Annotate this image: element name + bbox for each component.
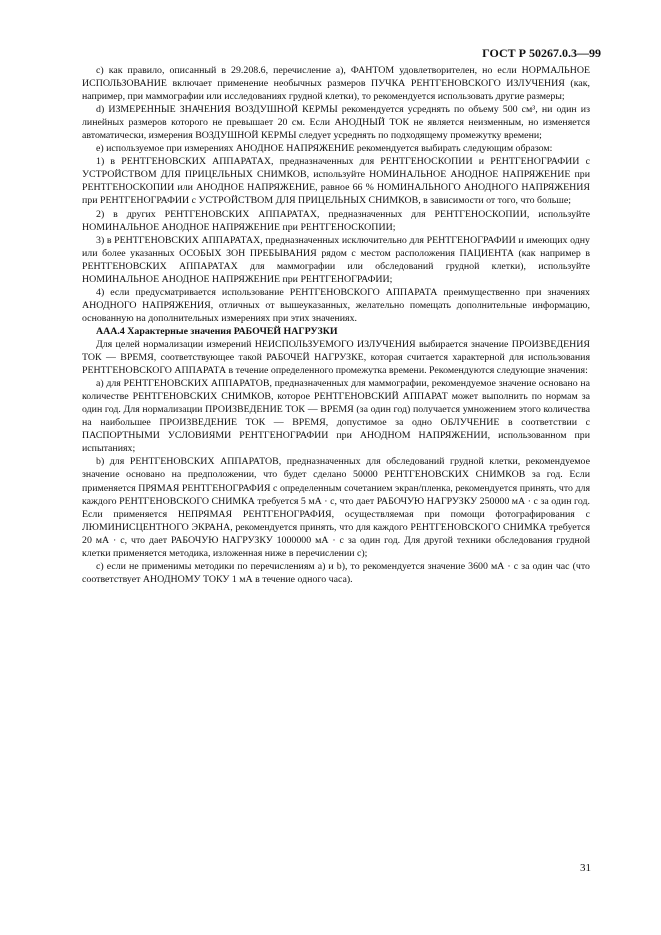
standard-number-header: ГОСТ Р 50267.0.3—99 — [482, 46, 601, 60]
paragraph-intro-workload: Для целей нормализации измерений НЕИСПОЛЬЗУЕМОГО ИЗЛУЧЕНИЯ выбирается значение ПРОИЗВЕДЕНИЯ ТОК — ВРЕМЯ, соответствующее такой РАБОЧЕЙ НАГРУЗКЕ, которая считается характерной для использования РЕНТГЕНОВСКОГО АППАРАТА в течение определенного промежутка времени. Рекомендуются следующие значения: — [82, 338, 590, 377]
list-item-1: 1) в РЕНТГЕНОВСКИХ АППАРАТАХ, предназначенных для РЕНТГЕНОСКОПИИ и РЕНТГЕНОГРАФИИ с УСТРОЙСТВОМ ДЛЯ ПРИЦЕЛЬНЫХ СНИМКОВ, используйте НОМИНАЛЬНОЕ АНОДНОЕ НАПРЯЖЕНИЕ при РЕНТГЕНОСКОПИИ или АНОДНОЕ НАПРЯЖЕНИЕ, равное 66 % НОМИНАЛЬНОГО АНОДНОГО НАПРЯЖЕНИЯ при РЕНТГЕНОГРАФИИ с УСТРОЙСТВОМ ДЛЯ ПРИЦЕЛЬНЫХ СНИМКОВ, в зависимости от того, что больше; — [82, 156, 590, 207]
paragraph-c-phantom: с) как правило, описанный в 29.208.6, перечисление а), ФАНТОМ удовлетворителен, но если НОРМАЛЬНОЕ ИСПОЛЬЗОВАНИЕ включает применение необычных размеров ПУЧКА РЕНТГЕНОВСКОГО ИЗЛУЧЕНИЯ (как, например, при маммографии или исследованиях грудной клетки), то рекомендуется использовать другие размеры; — [82, 65, 590, 103]
paragraph-c-default: с) если не применимы методики по перечислениям а) и b), то рекомендуется значение 3600 мА · с за один час (что соответствует АНОДНОМУ ТОКУ 1 мА в течение одного часа). — [82, 560, 590, 585]
section-heading-aaa4: ААА.4 Характерные значения РАБОЧЕЙ НАГРУЗКИ — [96, 325, 338, 337]
page-number: 31 — [580, 862, 591, 874]
list-item-4: 4) если предусматривается использование РЕНТГЕНОВСКОГО АППАРАТА преимущественно при значениях АНОДНОГО НАПРЯЖЕНИЯ, отличных от вышеуказанных, желательно помещать дополнительные информацию, основанную на дополнительных измерениях при этих значениях. — [82, 286, 590, 324]
list-item-3: 3) в РЕНТГЕНОВСКИХ АППАРАТАХ, предназначенных исключительно для РЕНТГЕНОГРАФИИ и имеющих одну или более указанных ОСОБЫХ ЗОН ПРЕБЫВАНИЯ рядом с местом расположения ПАЦИЕНТА (как например в РЕНТГЕНОВСКИХ АППАРАТАХ для маммографии или обследований грудной клетки), используйте НОМИНАЛЬНОЕ АНОДНОЕ НАПРЯЖЕНИЕ при РЕНТГЕНОГРАФИИ; — [82, 234, 590, 285]
paragraph-b-chest: b) для РЕНТГЕНОВСКИХ АППАРАТОВ, предназначенных для обследований грудной клетки, рекомендуемое значение основано на предположении, что будет сделано 50000 РЕНТГЕНОВСКИХ СНИМКОВ за год. Если применяется ПРЯМАЯ РЕНТГЕНОГРАФИЯ с определенным сочетанием экран/пленка, рекомендуется принять, что для каждого РЕНТГЕНОВСКОГО СНИМКА требуется 5 мА · с, что дает РАБОЧУЮ НАГРУЗКУ 250000 мА · с за один год. Если применяется НЕПРЯМАЯ РЕНТГЕНОГРАФИЯ, осуществляемая при помощи фотографирования с ЛЮМИНИСЦЕНТНОГО ЭКРАНА, рекомендуется принять, что для каждого РЕНТГЕНОВСКОГО СНИМКА требуется 20 мА · с, что дает РАБОЧУЮ НАГРУЗКУ 1000000 мА · с за один год. Для другой техники обследования грудной клетки применяется методика, изложенная ниже в перечислении с); — [82, 456, 590, 559]
paragraph-e-anode-voltage: е) используемое при измерениях АНОДНОЕ НАПРЯЖЕНИЕ рекомендуется выбирать следующим образом: — [96, 143, 553, 155]
list-item-2: 2) в других РЕНТГЕНОВСКИХ АППАРАТАХ, предназначенных для РЕНТГЕНОСКОПИИ, используйте НОМИНАЛЬНОЕ АНОДНОЕ НАПРЯЖЕНИЕ при РЕНТГЕНОСКОПИИ; — [82, 208, 590, 233]
paragraph-d-air-kerma: d) ИЗМЕРЕННЫЕ ЗНАЧЕНИЯ ВОЗДУШНОЙ КЕРМЫ рекомендуется усреднять по объему 500 см³, ни один из линейных размеров которого не превышает 20 см. Если АНОДНЫЙ ТОК не является неизменным, но изменяется автоматически, измерения ВОЗДУШНОЙ КЕРМЫ следует усреднять по подходящему промежутку времени; — [82, 104, 590, 142]
paragraph-a-mammography: а) для РЕНТГЕНОВСКИХ АППАРАТОВ, предназначенных для маммографии, рекомендуемое значение основано на количестве РЕНТГЕНОВСКИХ СНИМКОВ, которое РЕНТГЕНОВСКИЙ АППАРАТ может выполнить по нормам за один год. Для нормализации ПРОИЗВЕДЕНИЕ ТОК — ВРЕМЯ (за один год) получается умножением этого количества на наибольшее ПРОИЗВЕДЕНИЕ ТОК — ВРЕМЯ, допустимое за одно ОБЛУЧЕНИЕ в соответствии с ПАСПОРТНЫМИ УСЛОВИЯМИ РЕНТГЕНОГРАФИИ при АНОДНОМ НАПРЯЖЕНИИ, использованном при испытаниях; — [82, 378, 590, 455]
document-body — [82, 64, 590, 586]
